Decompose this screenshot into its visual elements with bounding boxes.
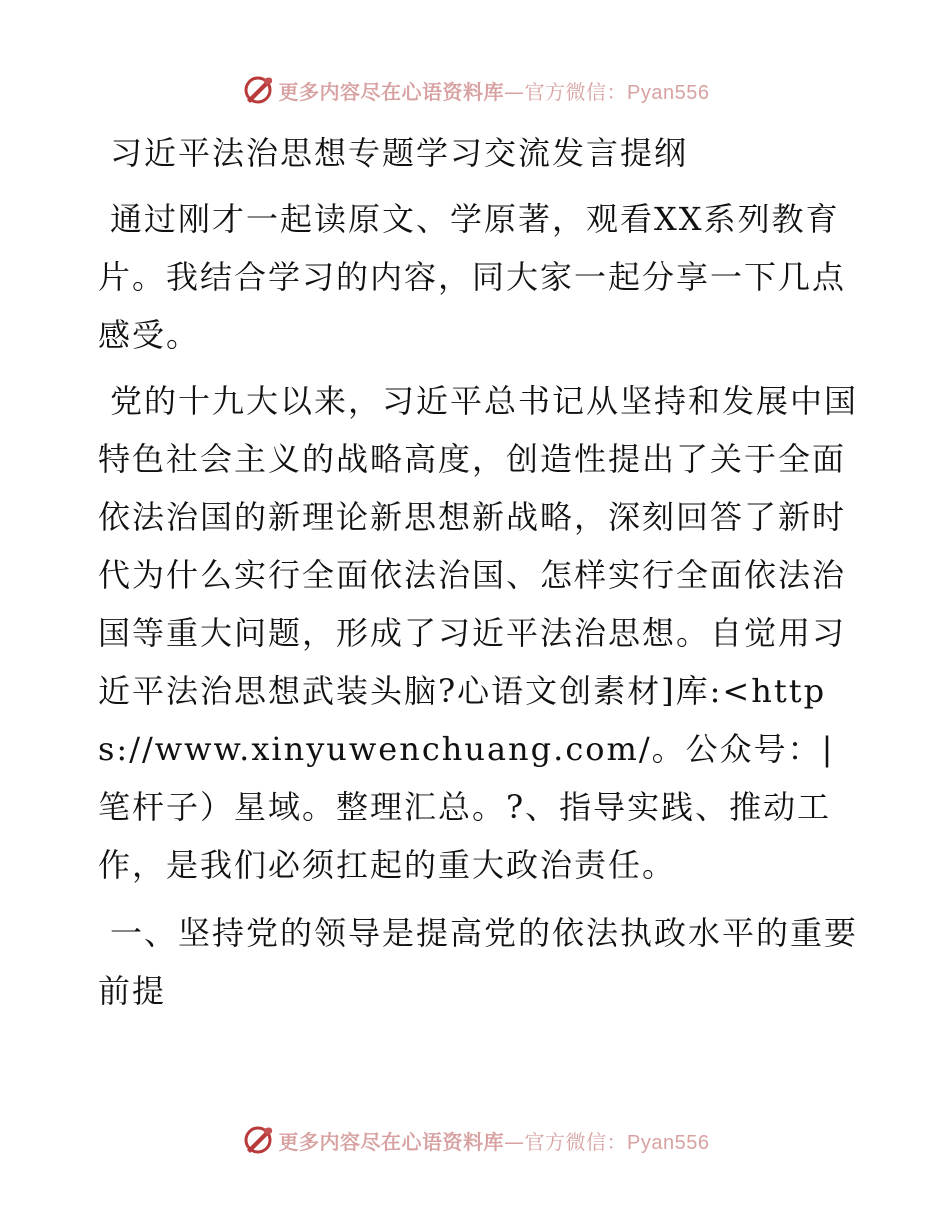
section-heading: 一、坚持党的领导是提高党的依法执政水平的重要前提 bbox=[98, 914, 859, 1010]
footer-watermark bbox=[0, 1120, 950, 1160]
header-watermark bbox=[0, 70, 950, 110]
document-title: 习近平法治思想专题学习交流发言提纲 bbox=[110, 134, 689, 172]
watermark-text bbox=[279, 1126, 710, 1155]
quill-pen-logo-icon bbox=[241, 1123, 275, 1157]
watermark-brand: 更多内容尽在心语资料库 bbox=[278, 1129, 505, 1154]
document-body bbox=[98, 130, 858, 1020]
watermark-dash: — bbox=[504, 79, 525, 104]
watermark-dash: — bbox=[504, 1129, 525, 1154]
paragraph-main: 党的十九大以来，习近平总书记从坚持和发展中国特色社会主义的战略高度，创造性提出了关于全面依法治国的新理论新思想新战略，深刻回答了新时代为什么实行全面依法治国、怎样实行全面依法治国等重大问题，形成了习近平法治思想。自觉用习近平法治思想武装头脑?心语文创素材]库:<https://www.xinyuwenchuang.com/。公众号：|笔杆子）星域。整理汇总。?、指导实践、推动工作，是我们必须扛起的重大政治责任。 bbox=[98, 382, 859, 884]
watermark-account: 官方微信：Pyan556 bbox=[524, 81, 710, 104]
quill-pen-logo-icon bbox=[241, 73, 275, 107]
paragraph-intro: 通过刚才一起读原文、学原著，观看XX系列教育片。我结合学习的内容，同大家一起分享一下几点感受。 bbox=[98, 200, 847, 354]
watermark-account: 官方微信：Pyan556 bbox=[524, 1131, 710, 1154]
watermark-text bbox=[279, 76, 710, 105]
watermark-brand: 更多内容尽在心语资料库 bbox=[278, 79, 505, 104]
